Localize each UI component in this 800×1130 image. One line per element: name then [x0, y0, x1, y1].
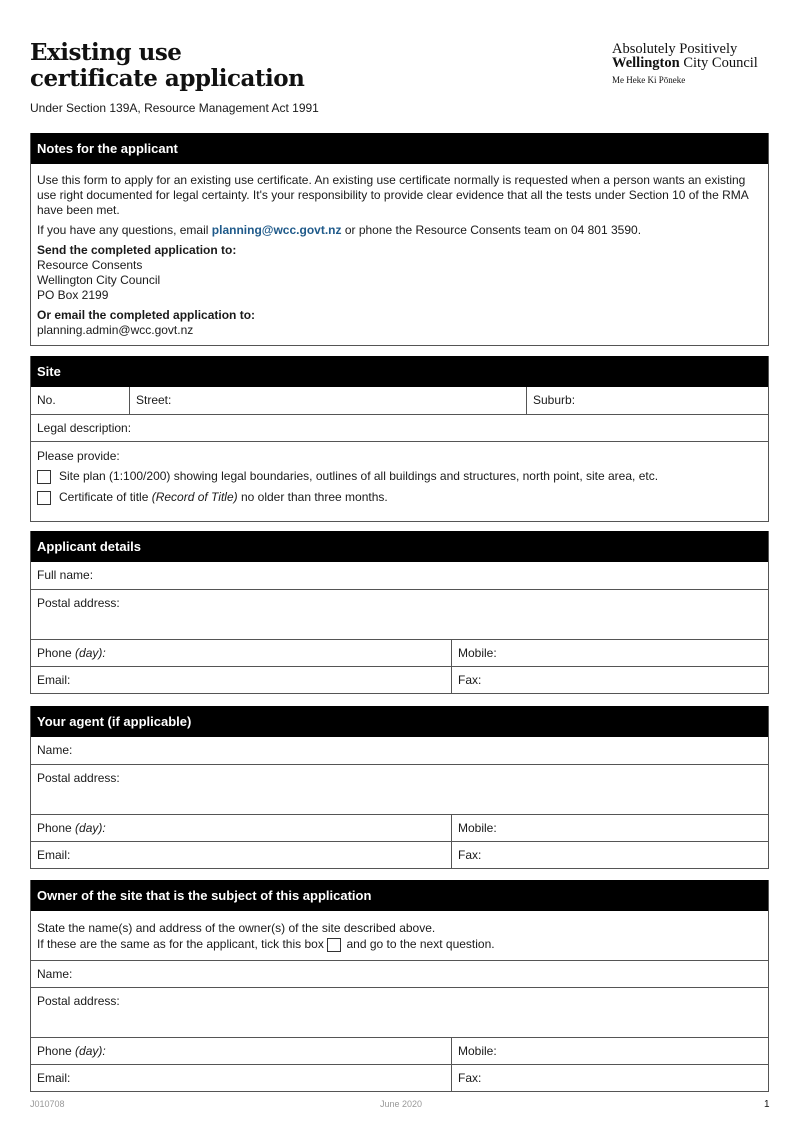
- site-street-field[interactable]: Street:: [129, 387, 526, 414]
- owner-fax-field[interactable]: Fax:: [451, 1065, 768, 1091]
- section-heading: Notes for the applicant: [31, 133, 768, 164]
- agent-mobile-field[interactable]: Mobile:: [451, 815, 768, 841]
- council-logo: Absolutely Positively Wellington City Council Me Heke Ki Pōneke: [612, 41, 758, 85]
- applicant-email-field[interactable]: Email:: [37, 673, 71, 687]
- owner-postal-field[interactable]: Postal address:: [37, 994, 120, 1008]
- applicant-section: [30, 531, 769, 694]
- section-heading: Applicant details: [31, 531, 768, 562]
- email-address: planning.admin@wcc.govt.nz: [37, 323, 194, 337]
- section-heading: Owner of the site that is the subject of this application: [31, 880, 768, 911]
- agent-phone-field[interactable]: Phone (day):: [37, 821, 106, 835]
- agent-name-field[interactable]: Name:: [37, 743, 73, 757]
- applicant-postal-field[interactable]: Postal address:: [37, 596, 120, 610]
- owner-email-field[interactable]: Email:: [37, 1071, 71, 1085]
- site-section: Site No. Street: Suburb: Legal description: Please provide: Site plan (1:100/200) showing legal boundaries, outlines of all buildings and structures, north point, site area, etc. Certificate of title (Record of Title) no older than three months.: [30, 356, 769, 522]
- section-heading: Your agent (if applicable): [31, 706, 768, 737]
- agent-fax-field[interactable]: Fax:: [451, 842, 768, 868]
- agent-email-field[interactable]: Email:: [37, 848, 71, 862]
- notes-section: Notes for the applicant Use this form to apply for an existing use certificate. An existing use certificate normally is requested when a person wants an existing use right documented for legal certainty. It's your responsibility to provide clear evidence that all the tests under Section 10 of the RMA have been met. If you have any questions, email planning@wcc.govt.nz or phone the Resource Consents team on 04 801 3590. Send the completed application to: Resource Consents Wellington City Council PO Box 2199 Or email the completed application to: planning.admin@wcc.govt.nz: [30, 133, 769, 346]
- page-title: Existing use certificate application: [30, 39, 305, 92]
- section-heading: Site: [31, 356, 768, 387]
- owner-name-field[interactable]: Name:: [37, 967, 73, 981]
- owner-phone-field[interactable]: Phone (day):: [37, 1044, 106, 1058]
- owner-section: Owner of the site that is the subject of this application State the name(s) and address of the owner(s) of the site described above. If these are the same as for the applicant, tick this box and go to the next question. Name: Postal address: Phone (day): Mobile: Email: Fax:: [30, 880, 769, 1092]
- page-number: 1: [764, 1099, 770, 1110]
- owner-same-as-applicant-checkbox[interactable]: [327, 938, 341, 952]
- email-link[interactable]: planning@wcc.govt.nz: [211, 223, 342, 237]
- owner-mobile-field[interactable]: Mobile:: [451, 1038, 768, 1064]
- certificate-of-title-checkbox[interactable]: [37, 491, 51, 505]
- form-date: June 2020: [380, 1099, 423, 1109]
- agent-section: [30, 706, 769, 869]
- form-code: J010708: [30, 1099, 65, 1109]
- subtitle: Under Section 139A, Resource Management Act 1991: [30, 101, 319, 115]
- agent-postal-field[interactable]: Postal address:: [37, 771, 120, 785]
- site-no-field[interactable]: No.: [37, 393, 56, 407]
- applicant-fax-field[interactable]: Fax:: [451, 667, 768, 693]
- site-plan-checkbox[interactable]: [37, 470, 51, 484]
- applicant-phone-field[interactable]: Phone (day):: [37, 646, 106, 660]
- applicant-name-field[interactable]: Full name:: [37, 568, 94, 582]
- site-suburb-field[interactable]: Suburb:: [526, 387, 768, 414]
- legal-description-field[interactable]: Legal description:: [37, 421, 132, 435]
- applicant-mobile-field[interactable]: Mobile:: [451, 640, 768, 666]
